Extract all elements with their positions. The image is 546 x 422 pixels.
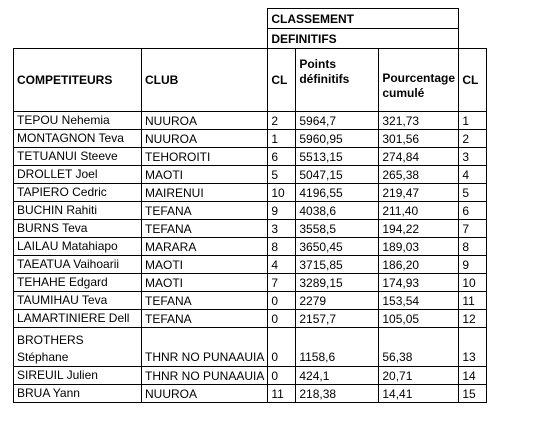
cell-competiteur: BUCHIN Rahiti: [14, 202, 142, 220]
table-row: [14, 202, 487, 220]
cell-cl: 0: [268, 292, 296, 310]
column-header-club: CLUB: [142, 49, 268, 112]
cell-competiteur: BRUA Yann: [14, 385, 142, 403]
cell-pourcentage: 189,03: [379, 238, 459, 256]
table-row: [14, 184, 487, 202]
cell-points: 2157,7: [296, 310, 379, 328]
cell-competiteur: BROTHERS Stéphane: [14, 328, 142, 367]
cell-points: 4196,55: [296, 184, 379, 202]
column-header-competiteurs: COMPETITEURS: [14, 49, 142, 112]
cell-cl-final: 4: [459, 166, 487, 184]
cell-cl-final: 7: [459, 220, 487, 238]
cell-pourcentage: 105,05: [379, 310, 459, 328]
table-body: [14, 112, 487, 403]
cell-cl-final: 14: [459, 367, 487, 385]
cell-competiteur: SIREUIL Julien: [14, 367, 142, 385]
table-row: [14, 385, 487, 403]
table-row: [14, 148, 487, 166]
cell-points: 5047,15: [296, 166, 379, 184]
table-row: [14, 310, 487, 328]
cell-pourcentage: 174,93: [379, 274, 459, 292]
cell-points: 218,38: [296, 385, 379, 403]
cell-competiteur: TETUANUI Steeve: [14, 148, 142, 166]
cell-cl: 0: [268, 367, 296, 385]
cell-club: TEHOROITI: [142, 148, 268, 166]
cell-cl: 7: [268, 274, 296, 292]
table-row: [14, 328, 487, 367]
cell-points: 4038,6: [296, 202, 379, 220]
cell-pourcentage: 20,71: [379, 367, 459, 385]
cell-points: 3558,5: [296, 220, 379, 238]
column-header-cl: CL: [268, 49, 296, 112]
cell-club: TEFANA: [142, 310, 268, 328]
cell-competiteur: LAMARTINIERE Dell: [14, 310, 142, 328]
cell-cl-final: 2: [459, 130, 487, 148]
cell-club: TEFANA: [142, 292, 268, 310]
cell-competiteur: BURNS Teva: [14, 220, 142, 238]
cell-club: TEFANA: [142, 220, 268, 238]
table-row: [14, 220, 487, 238]
cell-competiteur: LAILAU Matahiapo: [14, 238, 142, 256]
cell-points: 2279: [296, 292, 379, 310]
cell-club: MAIRENUI: [142, 184, 268, 202]
cell-cl-final: 11: [459, 292, 487, 310]
cell-competiteur: TEHAHE Edgard: [14, 274, 142, 292]
cell-cl: 11: [268, 385, 296, 403]
cell-cl-final: 6: [459, 202, 487, 220]
table-row: [14, 166, 487, 184]
cell-cl-final: 9: [459, 256, 487, 274]
cell-cl-final: 5: [459, 184, 487, 202]
cell-points: 5513,15: [296, 148, 379, 166]
table-row: [14, 274, 487, 292]
cell-cl: 0: [268, 328, 296, 367]
cell-pourcentage: 265,38: [379, 166, 459, 184]
cell-points: 3289,15: [296, 274, 379, 292]
cell-competiteur: TAUMIHAU Teva: [14, 292, 142, 310]
cell-cl-final: 8: [459, 238, 487, 256]
cell-cl: 4: [268, 256, 296, 274]
cell-cl-final: 3: [459, 148, 487, 166]
results-sheet: [13, 8, 487, 403]
cell-club: THNR NO PUNAAUIA: [142, 367, 268, 385]
table-row: [14, 292, 487, 310]
cell-club: NUUROA: [142, 112, 268, 130]
cell-cl: 9: [268, 202, 296, 220]
cell-club: NUUROA: [142, 385, 268, 403]
cell-cl-final: 10: [459, 274, 487, 292]
cell-points: 5964,7: [296, 112, 379, 130]
group-header-classement: CLASSEMENT: [268, 9, 459, 29]
cell-pourcentage: 186,20: [379, 256, 459, 274]
cell-club: MAOTI: [142, 256, 268, 274]
cell-competiteur: TAEATUA Vaihoarii: [14, 256, 142, 274]
cell-club: THNR NO PUNAAUIA: [142, 328, 268, 367]
column-header-pourcentage: Pourcentage cumulé: [379, 49, 459, 112]
column-header-cl-final: CL: [459, 49, 487, 112]
cell-cl-final: 12: [459, 310, 487, 328]
group-header-row-2: [14, 29, 487, 49]
cell-cl: 6: [268, 148, 296, 166]
cell-cl: 10: [268, 184, 296, 202]
cell-club: MAOTI: [142, 274, 268, 292]
group-header-definitifs: DEFINITIFS: [268, 29, 459, 49]
table-row: [14, 112, 487, 130]
table-row: [14, 130, 487, 148]
cell-competiteur: MONTAGNON Teva: [14, 130, 142, 148]
cell-points: 5960,95: [296, 130, 379, 148]
cell-club: TEFANA: [142, 202, 268, 220]
cell-points: 3715,85: [296, 256, 379, 274]
cell-pourcentage: 301,56: [379, 130, 459, 148]
cell-pourcentage: 56,38: [379, 328, 459, 367]
cell-cl: 8: [268, 238, 296, 256]
cell-cl-final: 15: [459, 385, 487, 403]
cell-cl-final: 1: [459, 112, 487, 130]
group-header-row-1: [14, 9, 487, 29]
cell-points: 3650,45: [296, 238, 379, 256]
cell-cl: 1: [268, 130, 296, 148]
column-header-points: Points définitifs: [296, 49, 379, 112]
table-row: [14, 256, 487, 274]
cell-points: 1158,6: [296, 328, 379, 367]
cell-cl: 5: [268, 166, 296, 184]
cell-points: 424,1: [296, 367, 379, 385]
cell-pourcentage: 321,73: [379, 112, 459, 130]
table-row: [14, 367, 487, 385]
cell-competiteur: DROLLET Joel: [14, 166, 142, 184]
cell-pourcentage: 219,47: [379, 184, 459, 202]
cell-pourcentage: 211,40: [379, 202, 459, 220]
cell-cl-final: 13: [459, 328, 487, 367]
cell-pourcentage: 274,84: [379, 148, 459, 166]
cell-cl: 0: [268, 310, 296, 328]
cell-pourcentage: 194,22: [379, 220, 459, 238]
classement-table: [13, 8, 487, 403]
cell-cl: 3: [268, 220, 296, 238]
column-header-row: [14, 49, 487, 112]
table-row: [14, 238, 487, 256]
cell-competiteur: TAPIERO Cedric: [14, 184, 142, 202]
cell-pourcentage: 14,41: [379, 385, 459, 403]
cell-cl: 2: [268, 112, 296, 130]
cell-club: MARARA: [142, 238, 268, 256]
cell-pourcentage: 153,54: [379, 292, 459, 310]
cell-competiteur: TEPOU Nehemia: [14, 112, 142, 130]
cell-club: MAOTI: [142, 166, 268, 184]
cell-club: NUUROA: [142, 130, 268, 148]
